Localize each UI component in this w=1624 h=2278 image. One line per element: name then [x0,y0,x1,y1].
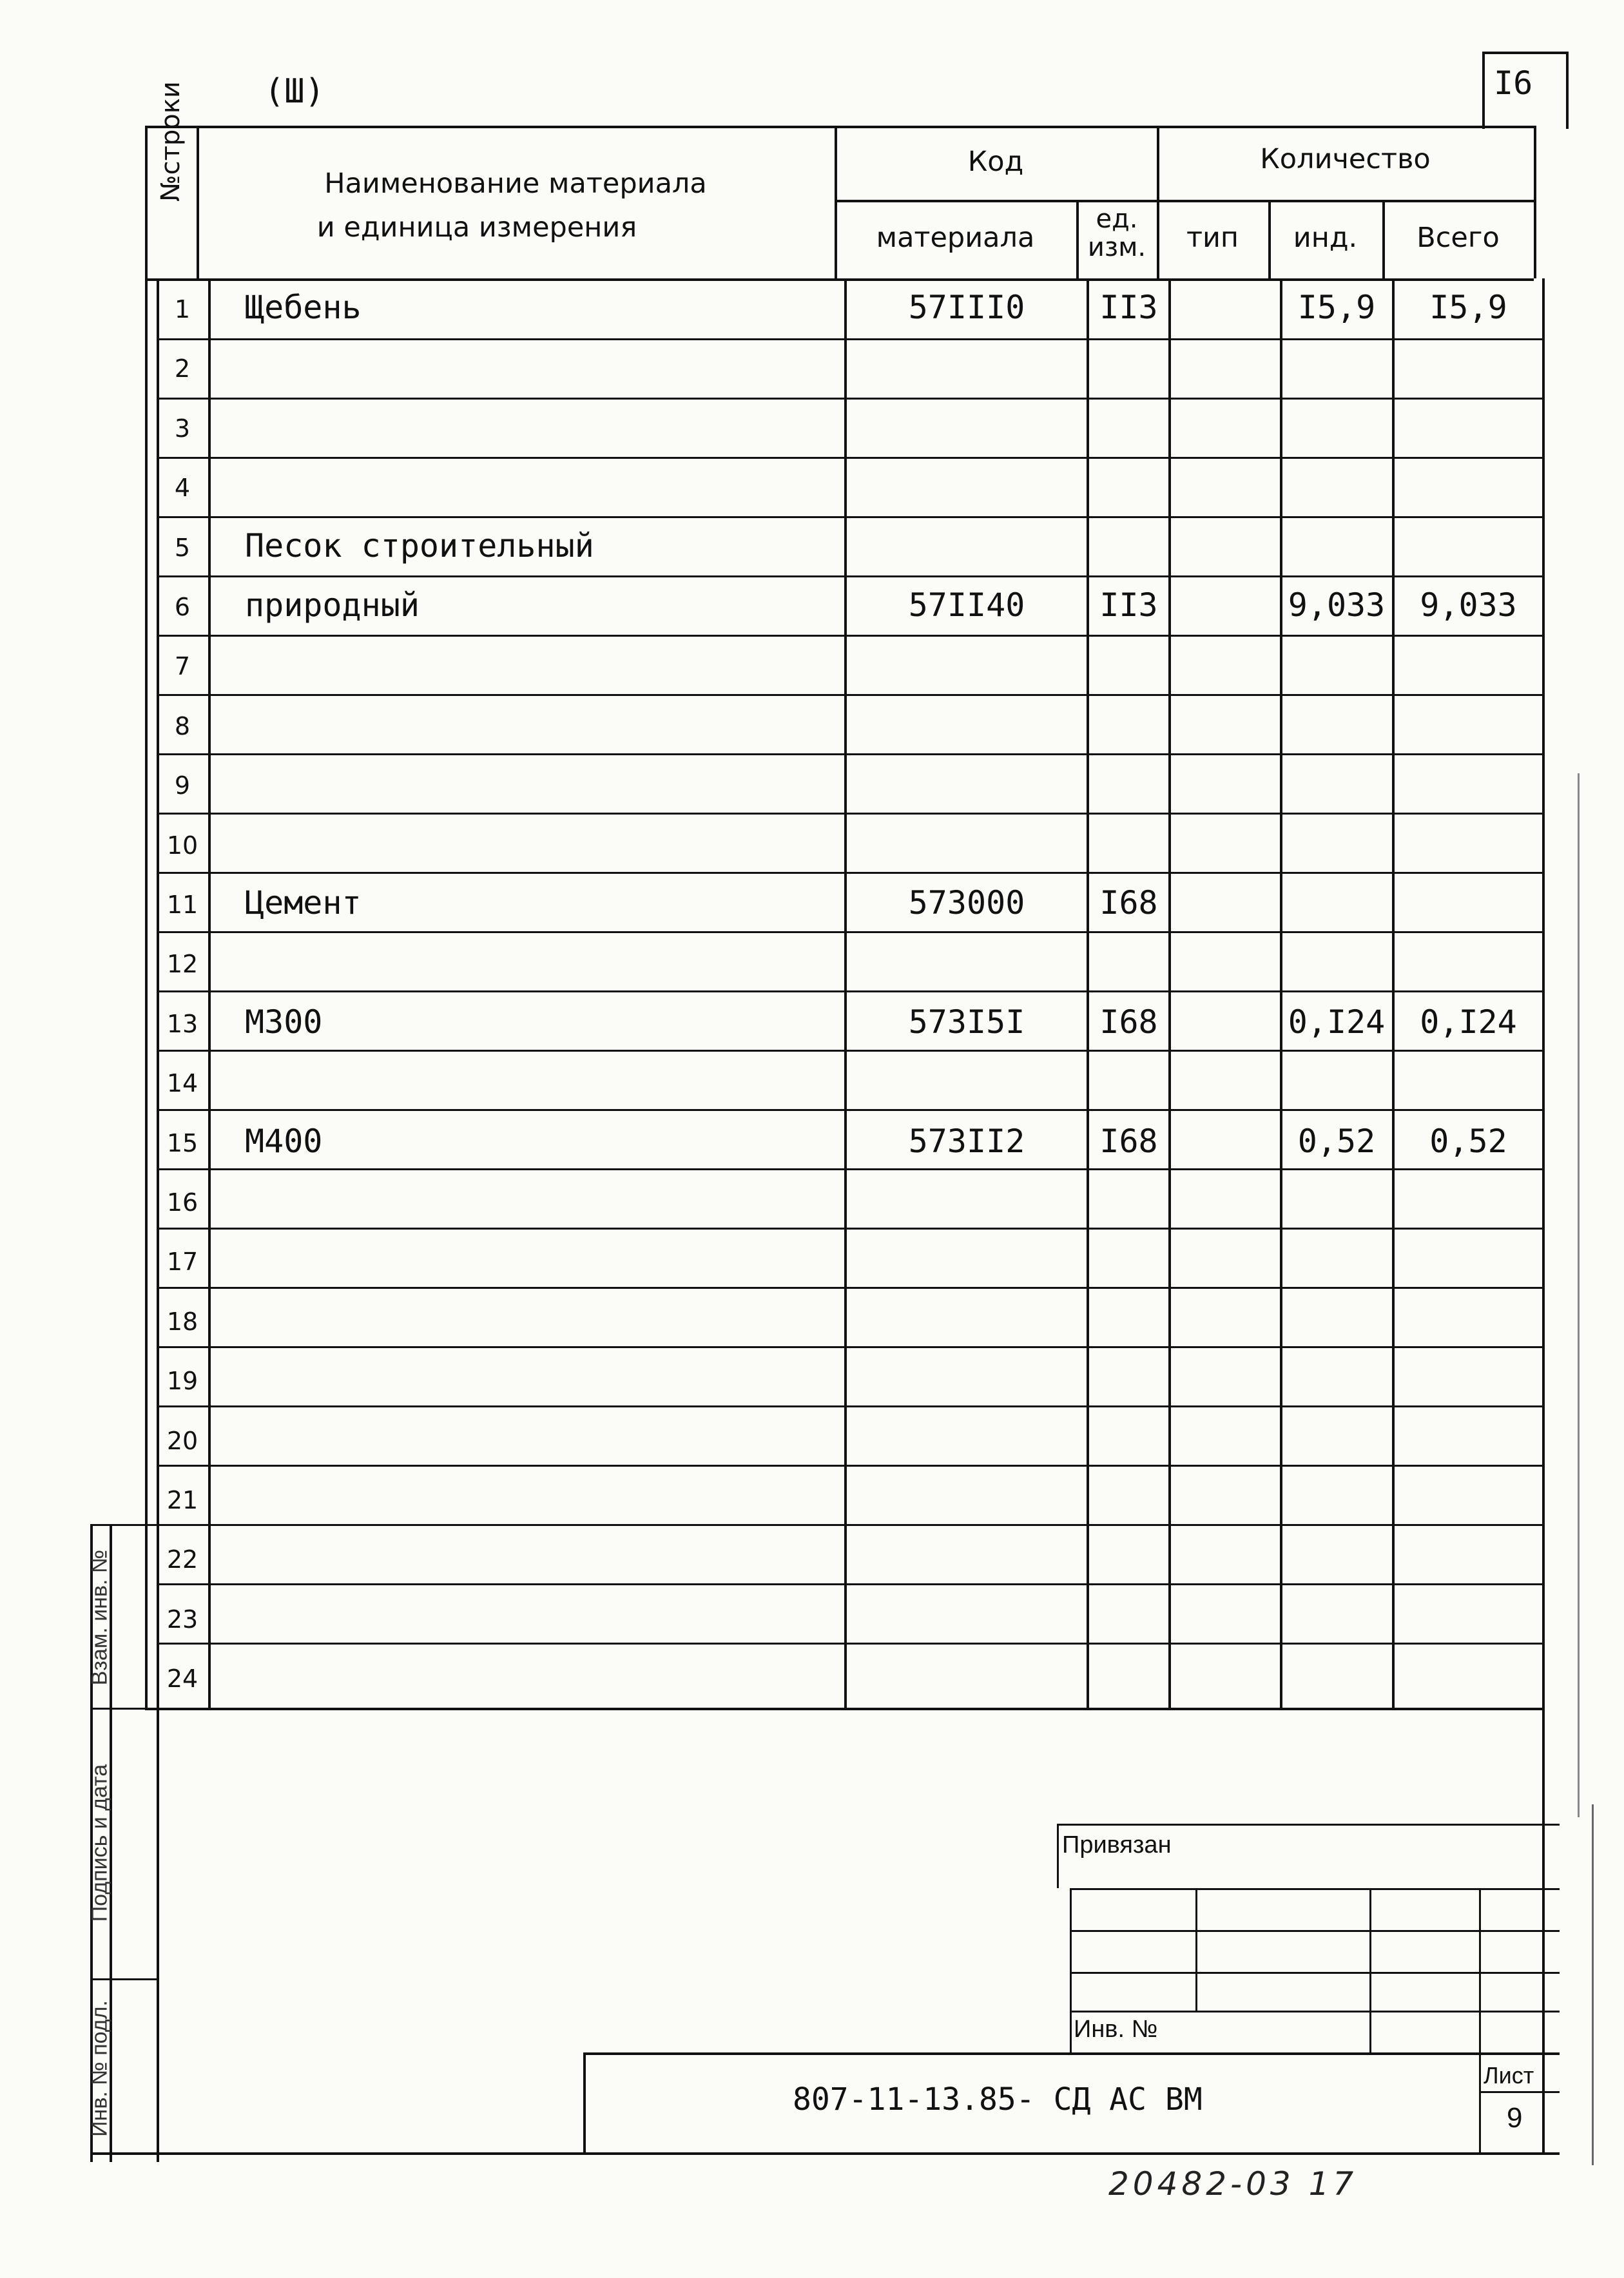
qty-total: I5,9 [1429,289,1507,326]
header-qty-group: Количество [1260,143,1431,175]
material-name: Песок строительный [245,526,594,565]
row-number: 14 [166,1069,198,1098]
header-code-unit: ед. изм. [1087,204,1146,262]
material-code: 573II2 [908,1122,1025,1160]
row-number: 11 [166,891,198,919]
material-code: 57III0 [908,289,1025,326]
footer-code: 20482-03 17 [1108,2165,1358,2203]
row-number: 1 [174,295,191,323]
material-name: природный [245,586,420,624]
row-number: 10 [166,831,198,860]
qty-ind: 9,033 [1288,586,1386,624]
side-stamp-col1: Взам. инв. № [87,1549,112,1686]
top-mark: (Ш) [264,72,325,111]
row-number: 24 [166,1665,198,1694]
row-number: 21 [166,1486,198,1514]
row-number: 12 [166,950,198,979]
row-number: 17 [166,1248,198,1277]
material-name: М400 [245,1122,323,1160]
row-number: 22 [166,1545,198,1574]
row-number: 13 [166,1009,198,1038]
row-number: 23 [166,1605,198,1634]
unit-code: II3 [1099,586,1158,624]
header-name-line2: и единица измерения [316,211,637,244]
row-number: 20 [166,1426,198,1455]
row-number: 2 [174,354,191,383]
material-name: Щебень [245,289,362,326]
material-name: М300 [245,1003,323,1041]
qty-ind: 0,52 [1297,1122,1376,1160]
header-code-material: материала [876,222,1035,254]
material-code: 573I5I [908,1003,1025,1041]
document-designation: 807-11-13.85- СД АС ВМ [793,2081,1203,2118]
unit-code: I68 [1099,1122,1158,1160]
side-stamp-col2: Подпись и дата [87,1764,112,1922]
row-number: 9 [174,771,191,800]
material-code: 573000 [908,884,1025,922]
row-number: 18 [166,1307,198,1336]
header-qty-ind: инд. [1293,222,1358,254]
unit-code: II3 [1099,289,1158,326]
header-code-group: Код [967,146,1024,178]
qty-ind: I5,9 [1297,289,1376,326]
inv-no-label: Инв. № [1074,2016,1158,2043]
attached-label: Привязан [1062,1831,1172,1858]
header-name-line1: Наименование материала [324,168,707,200]
sheet-label: Лист [1484,2062,1534,2089]
row-number: 3 [174,414,191,443]
qty-ind: 0,I24 [1288,1003,1386,1041]
header-qty-type: тип [1186,222,1239,254]
qty-total: 0,I24 [1420,1003,1517,1041]
row-number: 15 [166,1128,198,1157]
qty-total: 0,52 [1429,1122,1507,1160]
page-corner-number: I6 [1494,64,1533,102]
row-number: 4 [174,474,191,503]
header-qty-total: Всего [1416,222,1500,254]
unit-code: I68 [1099,1003,1158,1041]
material-code: 57II40 [908,586,1025,624]
row-number: 8 [174,711,191,740]
row-number: 6 [174,593,191,621]
row-number: 16 [166,1188,198,1217]
qty-total: 9,033 [1420,586,1517,624]
row-number: 7 [174,652,191,681]
material-name: Цемент [245,884,362,922]
sheet-number: 9 [1507,2102,1523,2134]
row-number: 5 [174,533,191,562]
unit-code: I68 [1099,884,1158,922]
side-stamp-col3: Инв. № подл. [87,2000,112,2137]
row-number: 19 [166,1367,198,1396]
